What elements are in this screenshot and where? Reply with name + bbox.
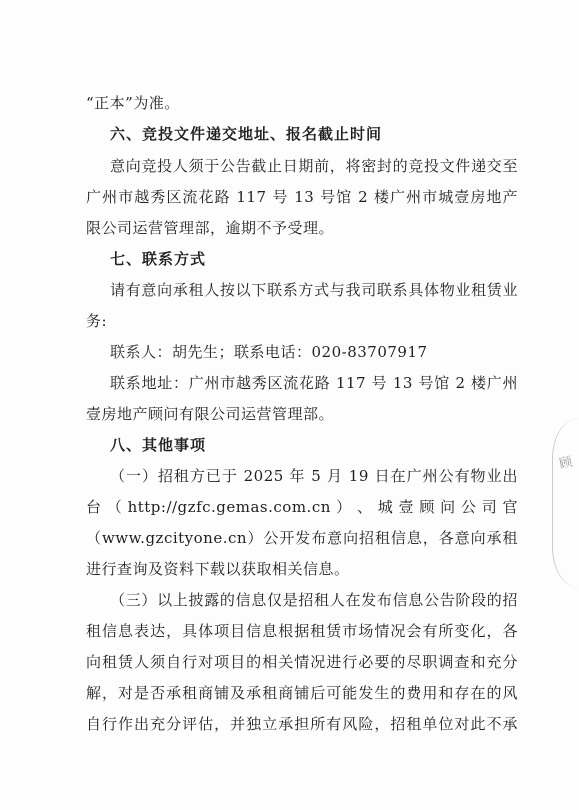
text-line: 租信息表达，具体项目信息根据租赁市场情况会有所变化，各 xyxy=(86,622,518,640)
url-line: （www.gzcityone.cn）公开发布意向招租信息，各意向承租 xyxy=(86,529,518,547)
text-line: 务: xyxy=(86,312,108,330)
text-line: （一）招租方已于 2025 年 5 月 19 日在广州公有物业出 xyxy=(110,467,518,485)
text-line: 自行作出充分评估，并独立承担所有风险，招租单位对此不承 xyxy=(86,715,518,733)
section-heading-7: 七、联系方式 xyxy=(110,250,207,268)
text-line: 意向竞投人须于公告截止日期前，将密封的竞投文件递交至 xyxy=(110,157,518,175)
text-line: 广州市越秀区流花路 117 号 13 号馆 2 楼广州市城壹房地产 xyxy=(86,188,518,206)
section-heading-8: 八、其他事项 xyxy=(110,436,207,454)
seal-stamp xyxy=(552,418,579,588)
section-heading-6: 六、竞投文件递交地址、报名截止时间 xyxy=(110,125,383,143)
text-line: 限公司运营管理部，逾期不予受理。 xyxy=(86,219,335,237)
text-line: （三）以上披露的信息仅是招租人在发布信息公告阶段的招 xyxy=(110,591,518,609)
text-line: 壹房地产顾问有限公司运营管理部。 xyxy=(86,405,335,423)
text-line: 向租赁人须自行对项目的相关情况进行必要的尽职调查和充分 xyxy=(86,653,518,671)
url-line: 台 （ http://gzfc.gemas.com.cn ） 、 城 壹 顾 问 公 司 官 xyxy=(86,498,518,516)
text-line: “正本”为准。 xyxy=(86,94,180,112)
text-line: 请有意向承租人按以下联系方式与我司联系具体物业租赁业 xyxy=(110,281,518,299)
seal-stamp-text: 顾 xyxy=(557,454,574,473)
contact-person-line: 联系人：胡先生；联系电话：020-83707917 xyxy=(110,343,428,361)
contact-address-line: 联系地址：广州市越秀区流花路 117 号 13 号馆 2 楼广州 xyxy=(110,374,518,392)
text-line: 解，对是否承租商铺及承租商铺后可能发生的费用和存在的风 xyxy=(86,684,518,702)
text-line: 进行查询及资料下载以获取相关信息。 xyxy=(86,560,350,578)
